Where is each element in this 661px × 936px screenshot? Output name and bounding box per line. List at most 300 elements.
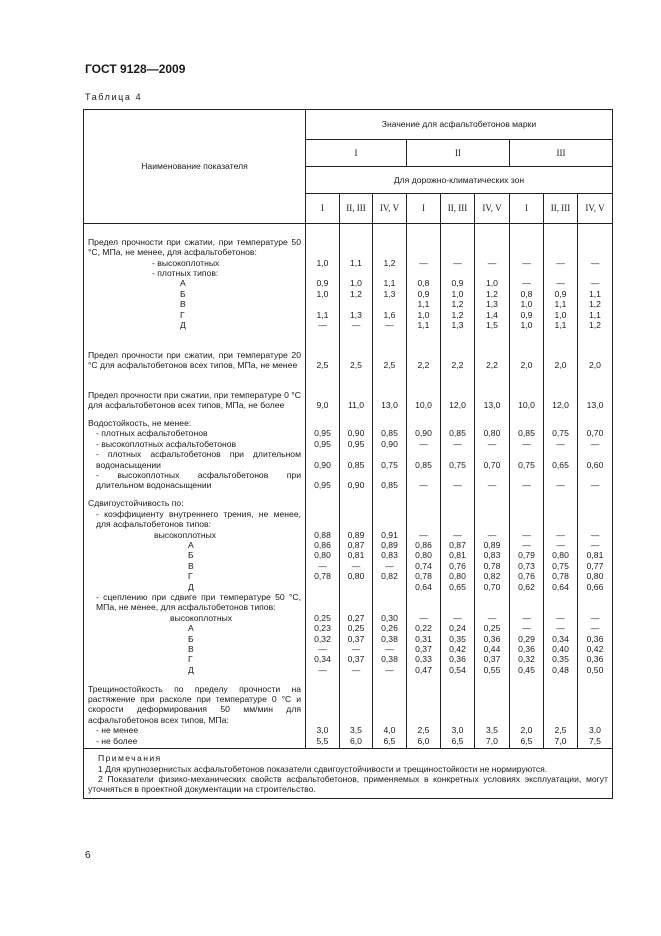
value-cell: 0,90 [306, 449, 340, 470]
zone-header: IV, V [475, 194, 510, 224]
value-cell: 0,89 [340, 530, 373, 540]
value-cell: 0,81 [340, 550, 373, 560]
value-cell: 0,9 [544, 289, 578, 299]
value-cell: 2,0 [510, 330, 544, 370]
value-cell: 13,0 [373, 370, 407, 410]
zone-header: I [407, 194, 441, 224]
section-title: Трещиностойкость по пределу прочности на растяжение при расколе при температуре 0 °С и скорости деформирования 50 мм/мин для асфальтобетонов всех типов, МПа: [84, 675, 306, 725]
value-cell: — [407, 258, 441, 268]
value-cell: 1,1 [544, 299, 578, 309]
value-cell: — [340, 561, 373, 571]
value-cell: — [306, 644, 340, 654]
subsection-title: - коэффициенту внутреннего трения, не менее, для асфальтобетонов типов: [84, 509, 306, 530]
value-cell: — [407, 530, 441, 540]
value-cell: 2,2 [441, 330, 475, 370]
table-row [84, 370, 613, 410]
value-cell: 0,36 [475, 634, 510, 644]
value-cell: 0,35 [544, 654, 578, 664]
value-cell: 0,65 [441, 582, 475, 592]
value-cell: — [441, 439, 475, 449]
table-row [84, 530, 613, 540]
row-label: - высокоплотных [84, 258, 306, 268]
value-cell: 0,86 [407, 540, 441, 550]
value-cell: 3,0 [306, 725, 340, 735]
value-cell: 0,87 [441, 540, 475, 550]
value-cell: — [578, 623, 613, 633]
value-cell: 2,0 [510, 725, 544, 735]
value-cell: 0,65 [544, 449, 578, 470]
value-cell: 0,37 [340, 634, 373, 644]
value-cell: 0,83 [475, 550, 510, 560]
column-header-values: Значение для асфальтобетонов марки [306, 110, 613, 140]
value-cell: 0,83 [373, 550, 407, 560]
table-row [84, 428, 613, 438]
table-row [84, 725, 613, 735]
value-cell: — [544, 613, 578, 623]
table-row [84, 320, 613, 330]
value-cell: 1,4 [475, 310, 510, 320]
value-cell: 0,78 [306, 571, 340, 581]
value-cell: 1,3 [475, 299, 510, 309]
zone-header: II, III [340, 194, 373, 224]
notes-title: Примечания [98, 753, 162, 764]
row-label: В [84, 299, 306, 309]
value-cell: 0,66 [578, 582, 613, 592]
value-cell: — [544, 540, 578, 550]
value-cell: 2,2 [475, 330, 510, 370]
value-cell: 0,32 [510, 654, 544, 664]
value-cell: — [373, 320, 407, 330]
value-cell: 0,70 [578, 428, 613, 438]
value-cell: 2,5 [407, 725, 441, 735]
value-cell: — [510, 623, 544, 633]
value-cell: 0,36 [578, 634, 613, 644]
zones-header: Для дорожно-климатических зон [306, 167, 613, 194]
value-cell: 12,0 [544, 370, 578, 410]
value-cell: — [510, 530, 544, 540]
row-label: Г [84, 310, 306, 320]
value-cell: 1,1 [578, 310, 613, 320]
value-cell: 0,36 [510, 644, 544, 654]
column-header-name: Наименование показателя [84, 110, 306, 224]
value-cell: 1,2 [578, 320, 613, 330]
value-cell: 3,5 [340, 725, 373, 735]
value-cell [340, 299, 373, 309]
value-cell: 0,8 [407, 278, 441, 288]
value-cell: 6,0 [407, 736, 441, 749]
value-cell: 0,73 [510, 561, 544, 571]
table-caption: Таблица 4 [85, 92, 143, 102]
value-cell: 1,2 [340, 289, 373, 299]
subsection-title: - сцеплению при сдвиге при температуре 50 °С, МПа, не менее, для асфальтобетонов типов: [84, 592, 306, 613]
value-cell: — [544, 439, 578, 449]
value-cell: 0,9 [306, 278, 340, 288]
value-cell: 0,37 [475, 654, 510, 664]
row-label: Б [84, 289, 306, 299]
row-label: - плотных асфальтобетонов [84, 428, 306, 438]
row-label: Д [84, 582, 306, 592]
value-cell: 2,5 [340, 330, 373, 370]
value-cell: 0,75 [373, 449, 407, 470]
value-cell: 3,0 [441, 725, 475, 735]
row-label: - высокоплотных асфальтобетонов при длительном водонасыщении [84, 470, 306, 491]
value-cell: 0,80 [340, 571, 373, 581]
value-cell: 0,35 [441, 634, 475, 644]
value-cell: — [441, 613, 475, 623]
note-1: 1 Для крупнозернистых асфальтобетонов показатели сдвигоустойчивости и трещиностойкости не нормируются. [98, 763, 548, 774]
row-label: Предел прочности при сжатии, при температуре 20 °С для асфальтобетонов всех типов, МПа, не менее [84, 330, 306, 370]
value-cell: 2,5 [306, 330, 340, 370]
value-cell: — [306, 320, 340, 330]
value-cell: 0,85 [407, 449, 441, 470]
value-cell: 0,79 [510, 550, 544, 560]
value-cell: — [475, 530, 510, 540]
value-cell: — [544, 278, 578, 288]
section-title: Сдвигоустойчивость по: [84, 491, 306, 509]
value-cell: — [578, 540, 613, 550]
value-cell: 0,23 [306, 623, 340, 633]
value-cell: — [441, 530, 475, 540]
value-cell: 5,5 [306, 736, 340, 749]
table-row [84, 571, 613, 581]
grade-header: I [306, 140, 407, 167]
value-cell: 1,2 [475, 289, 510, 299]
table-row [84, 439, 613, 449]
value-cell: 0,64 [407, 582, 441, 592]
row-label: высокоплотных [84, 613, 306, 623]
value-cell [373, 299, 407, 309]
value-cell: 0,33 [407, 654, 441, 664]
value-cell: 1,1 [340, 258, 373, 268]
value-cell: 0,26 [373, 623, 407, 633]
value-cell: 2,5 [373, 330, 407, 370]
value-cell: 0,95 [306, 439, 340, 449]
value-cell: — [407, 613, 441, 623]
value-cell: 0,9 [510, 310, 544, 320]
value-cell: 0,80 [306, 550, 340, 560]
value-cell: 1,1 [544, 320, 578, 330]
row-label: Б [84, 550, 306, 560]
value-cell: — [578, 470, 613, 491]
document-title: ГОСТ 9128—2009 [85, 62, 186, 76]
value-cell: 1,3 [441, 320, 475, 330]
value-cell: 1,0 [510, 320, 544, 330]
value-cell: — [510, 613, 544, 623]
value-cell: 0,95 [306, 428, 340, 438]
value-cell: 1,2 [441, 299, 475, 309]
value-cell: 0,30 [373, 613, 407, 623]
table-row [84, 654, 613, 664]
value-cell: 1,0 [441, 289, 475, 299]
table-row [84, 634, 613, 644]
value-cell: — [373, 665, 407, 675]
value-cell: — [340, 320, 373, 330]
value-cell: 1,2 [373, 258, 407, 268]
value-cell: 0,44 [475, 644, 510, 654]
value-cell: 6,5 [373, 736, 407, 749]
value-cell [306, 582, 340, 592]
value-cell: — [340, 665, 373, 675]
value-cell: — [475, 470, 510, 491]
table-row [84, 550, 613, 560]
zone-header: IV, V [578, 194, 613, 224]
row-label: А [84, 540, 306, 550]
table-row [84, 582, 613, 592]
value-cell: — [578, 439, 613, 449]
row-label: А [84, 623, 306, 633]
value-cell: — [510, 439, 544, 449]
value-cell: 0,55 [475, 665, 510, 675]
value-cell: — [407, 439, 441, 449]
value-cell: 0,25 [475, 623, 510, 633]
value-cell: — [510, 540, 544, 550]
value-cell: 0,85 [441, 428, 475, 438]
value-cell: — [475, 613, 510, 623]
value-cell: 7,0 [475, 736, 510, 749]
value-cell: 0,22 [407, 623, 441, 633]
data-table [83, 109, 613, 799]
row-label: Г [84, 654, 306, 664]
notes-block [84, 749, 613, 799]
value-cell: 9,0 [306, 370, 340, 410]
value-cell: 1,6 [373, 310, 407, 320]
value-cell: 1,0 [407, 310, 441, 320]
table-row [84, 299, 613, 309]
value-cell: 0,81 [441, 550, 475, 560]
value-cell: 0,86 [306, 540, 340, 550]
value-cell: 0,90 [407, 428, 441, 438]
value-cell: — [475, 439, 510, 449]
value-cell: — [510, 278, 544, 288]
value-cell: 0,37 [340, 654, 373, 664]
value-cell: — [475, 258, 510, 268]
zone-header: II, III [441, 194, 475, 224]
value-cell: 0,29 [510, 634, 544, 644]
table-row [84, 289, 613, 299]
table-row [84, 470, 613, 491]
value-cell: — [544, 623, 578, 633]
table-row [84, 278, 613, 288]
value-cell: 0,90 [340, 470, 373, 491]
table-row [84, 644, 613, 654]
value-cell: 0,80 [407, 550, 441, 560]
value-cell: 0,85 [373, 428, 407, 438]
value-cell: 0,75 [544, 428, 578, 438]
value-cell: 0,34 [544, 634, 578, 644]
value-cell: 0,25 [306, 613, 340, 623]
value-cell: 0,45 [510, 665, 544, 675]
value-cell: 1,0 [306, 289, 340, 299]
note-2: 2 Показатели физико-механических свойств асфальтобетонов, применяемых в конкретных условиях эксплуатации, могут уточняться в проектной документации на строительство. [88, 773, 608, 795]
value-cell: 0,80 [441, 571, 475, 581]
value-cell: 1,5 [475, 320, 510, 330]
value-cell: 11,0 [340, 370, 373, 410]
value-cell: — [544, 470, 578, 491]
value-cell: 0,47 [407, 665, 441, 675]
row-label: - плотных типов: [84, 268, 306, 278]
value-cell: 0,82 [373, 571, 407, 581]
table-row [84, 623, 613, 633]
value-cell: 0,36 [578, 654, 613, 664]
value-cell: 0,76 [510, 571, 544, 581]
row-label: А [84, 278, 306, 288]
value-cell: 0,75 [544, 561, 578, 571]
row-label: В [84, 561, 306, 571]
value-cell: 1,1 [407, 320, 441, 330]
value-cell: 13,0 [578, 370, 613, 410]
value-cell: 2,5 [544, 725, 578, 735]
value-cell: 1,2 [441, 310, 475, 320]
value-cell: 0,42 [441, 644, 475, 654]
value-cell: 0,90 [373, 439, 407, 449]
value-cell: 6,5 [441, 736, 475, 749]
value-cell: 0,38 [373, 634, 407, 644]
value-cell: 1,0 [340, 278, 373, 288]
value-cell: 0,95 [340, 439, 373, 449]
value-cell: 0,31 [407, 634, 441, 644]
value-cell: 0,50 [578, 665, 613, 675]
value-cell: 0,36 [441, 654, 475, 664]
value-cell: 1,3 [373, 289, 407, 299]
value-cell: 0,60 [578, 449, 613, 470]
row-label: высокоплотных [84, 530, 306, 540]
section-title: Предел прочности при сжатии, при температуре 50 °С, МПа, не менее, для асфальтобетонов: [84, 224, 306, 258]
value-cell: 6,5 [510, 736, 544, 749]
value-cell: 1,1 [306, 310, 340, 320]
table-row [84, 310, 613, 320]
value-cell: — [407, 470, 441, 491]
row-label: - плотных асфальтобетонов при длительном водонасыщении [84, 449, 306, 470]
value-cell [373, 582, 407, 592]
value-cell: 0,70 [475, 449, 510, 470]
value-cell: 10,0 [407, 370, 441, 410]
value-cell: 0,78 [407, 571, 441, 581]
zone-header: I [306, 194, 340, 224]
value-cell: — [441, 258, 475, 268]
value-cell: — [306, 665, 340, 675]
value-cell: 0,75 [441, 449, 475, 470]
value-cell: 0,88 [306, 530, 340, 540]
value-cell: 0,32 [306, 634, 340, 644]
value-cell: — [544, 258, 578, 268]
value-cell: 2,2 [407, 330, 441, 370]
row-label: Предел прочности при сжатии, при температуре 0 °С для асфальтобетонов всех типов, МПа, не более [84, 370, 306, 410]
row-label: Г [84, 571, 306, 581]
value-cell [306, 299, 340, 309]
value-cell: 0,24 [441, 623, 475, 633]
value-cell: 0,91 [373, 530, 407, 540]
value-cell: 3,5 [475, 725, 510, 735]
value-cell: 0,78 [544, 571, 578, 581]
value-cell: — [340, 644, 373, 654]
value-cell: — [306, 561, 340, 571]
value-cell: 0,80 [578, 571, 613, 581]
value-cell: 1,0 [544, 310, 578, 320]
value-cell: 0,64 [544, 582, 578, 592]
table-row [84, 665, 613, 675]
row-label: - не более [84, 736, 306, 749]
value-cell: 1,0 [510, 299, 544, 309]
value-cell: 0,27 [340, 613, 373, 623]
row-label: Д [84, 665, 306, 675]
value-cell: 1,1 [373, 278, 407, 288]
value-cell: 0,89 [475, 540, 510, 550]
value-cell: — [578, 258, 613, 268]
value-cell: 0,80 [544, 550, 578, 560]
row-label: - высокоплотных асфальтобетонов [84, 439, 306, 449]
value-cell: 0,25 [340, 623, 373, 633]
value-cell: 0,76 [441, 561, 475, 571]
value-cell: 0,75 [510, 449, 544, 470]
value-cell: 0,8 [510, 289, 544, 299]
value-cell: — [373, 561, 407, 571]
value-cell: 0,34 [306, 654, 340, 664]
value-cell: 1,0 [475, 278, 510, 288]
value-cell: 4,0 [373, 725, 407, 735]
row-label: Д [84, 320, 306, 330]
value-cell: — [441, 470, 475, 491]
value-cell: 0,48 [544, 665, 578, 675]
value-cell: 0,82 [475, 571, 510, 581]
value-cell: 12,0 [441, 370, 475, 410]
value-cell: — [578, 530, 613, 540]
grade-header: III [510, 140, 613, 167]
value-cell: — [544, 530, 578, 540]
table-row [84, 736, 613, 749]
value-cell: 0,80 [475, 428, 510, 438]
value-cell: 2,0 [544, 330, 578, 370]
value-cell: — [510, 258, 544, 268]
value-cell: 1,3 [340, 310, 373, 320]
value-cell: 1,0 [306, 258, 340, 268]
table-row [84, 613, 613, 623]
value-cell: 0,70 [475, 582, 510, 592]
value-cell: 0,95 [306, 470, 340, 491]
value-cell: 7,0 [544, 736, 578, 749]
value-cell: 0,37 [407, 644, 441, 654]
value-cell: 0,9 [407, 289, 441, 299]
zone-header: I [510, 194, 544, 224]
value-cell: 1,2 [578, 299, 613, 309]
row-label: В [84, 644, 306, 654]
table-row [84, 561, 613, 571]
zone-header: II, III [544, 194, 578, 224]
value-cell: 0,89 [373, 540, 407, 550]
value-cell: 0,85 [373, 470, 407, 491]
value-cell: 13,0 [475, 370, 510, 410]
value-cell: 0,42 [578, 644, 613, 654]
table-row [84, 258, 613, 268]
value-cell: 0,78 [475, 561, 510, 571]
table-row [84, 449, 613, 470]
value-cell: 0,38 [373, 654, 407, 664]
row-label: - не менее [84, 725, 306, 735]
value-cell: 1,1 [578, 289, 613, 299]
value-cell: 0,62 [510, 582, 544, 592]
value-cell: 0,85 [510, 428, 544, 438]
table-row [84, 540, 613, 550]
value-cell [340, 582, 373, 592]
value-cell: — [510, 470, 544, 491]
value-cell: 2,0 [578, 330, 613, 370]
value-cell: 0,90 [340, 428, 373, 438]
value-cell: 3,0 [578, 725, 613, 735]
value-cell: 7,5 [578, 736, 613, 749]
page-number: 6 [85, 850, 91, 861]
grade-header: II [407, 140, 510, 167]
value-cell: — [373, 644, 407, 654]
value-cell: 10,0 [510, 370, 544, 410]
